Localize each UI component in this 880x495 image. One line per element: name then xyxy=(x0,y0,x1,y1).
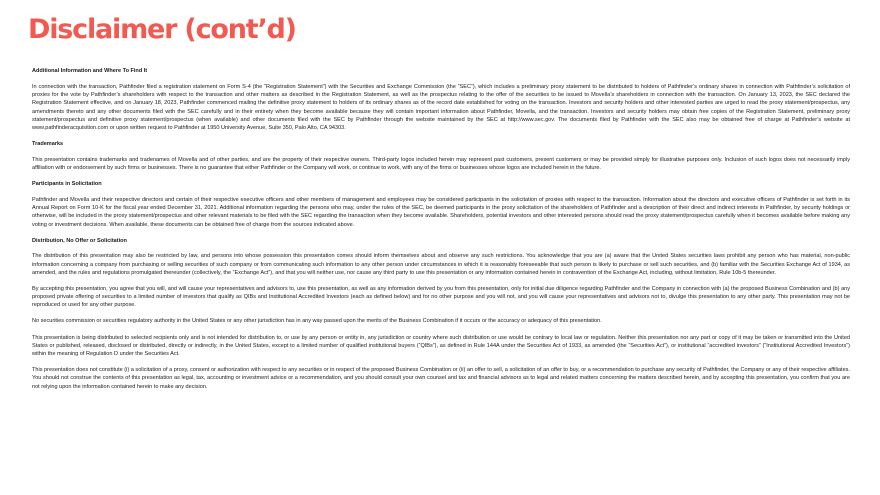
section-trademarks xyxy=(32,140,850,172)
section-paragraph: The distribution of this presentation may also be restricted by law, and persons into whose possession this presentation comes should inform themselves about and observe any such restrictions. You acknowledge that you are (a) aware that the United States securities laws prohibit any person who has material, non-public information concerning a company from purchasing or selling securities of such company or from communicating such information to any other person under circumstances in which it is reasonably foreseeable that such person is likely to purchase or sell such securities, and (b) familiar with the Securities Exchange Act of 1934, as amended, and the rules and regulations promulgated thereunder (collectively, the “Exchange Act”), and that you will neither use, nor cause any third party to use this presentation or any information contained herein in contravention of the Exchange Act, including, without limitation, Rule 10b-5 thereunder. xyxy=(32,253,850,276)
section-distribution xyxy=(32,237,850,391)
disclaimer-body xyxy=(32,67,850,399)
section-paragraph: By accepting this presentation, you agree that you will, and will cause your representatives and advisors to, use this presentation, as well as any information derived by you from this presentation, only for initial due diligence regarding Pathfinder and the Company in connection with (a) the proposed Business Combination and (b) any proposed private offering of securities to a limited number of investors that qualify as QIBs and Institutional Accredited Investors (each as defined below) and for no other purpose and you will not, and you will cause your representatives and advisors not to, divulge this presentation to any other party. This presentation may not be reproduced or used for any other purpose. xyxy=(32,285,850,309)
section-additional-information xyxy=(32,67,850,132)
section-paragraph: This presentation is being distributed to selected recipients only and is not intended for distribution to, or use by any person or entity in, any jurisdiction or country where such distribution or use would be contrary to local law or regulation. Neither this presentation nor any part or copy of it may be taken or transmitted into the United States or published, released, disclosed or distributed, directly or indirectly, in the United States, except to a limited number of qualified institutional buyers (“QIBs”), as defined in Rule 144A under the Securities Act of 1933, as amended (the “Securities Act”), or institutional “accredited investors” (“Institutional Accredited Investors”) within the meaning of Regulation D under the Securities Act. xyxy=(32,334,850,358)
section-paragraph: This presentation contains trademarks and tradenames of Movella and of other parties, and are the property of their respective owners. Third-party logos included herein may represent past customers, present customers or may be provided simply for illustrative purposes only. Inclusion of such logos does not necessarily imply affiliation with or endorsement by such firms or businesses. There is no guarantee that either Pathfinder or the Company will work, or continue to work, with any of the firms or businesses whose logos are included herein in the future. xyxy=(32,156,850,172)
section-paragraph: No securities commission or securities regulatory authority in the United States or any other jurisdiction has in any way passed upon the merits of the Business Combination if it occurs or the accuracy or adequacy of this presentation. xyxy=(32,318,602,325)
section-paragraph: In connection with the transaction, Pathfinder filed a registration statement on Form S-4 (the “Registration Statement”) with the Securities and Exchange Commission (the “SEC”), which includes a preliminary proxy statement to be distributed to holders of Pathfinder’s ordinary shares in connection with Pathfinder’s solicitation of proxies for the vote by Pathfinder’s shareholders with respect to the transaction and other matters as described in the Registration Statement, as well as the prospectus relating to the offer of the securities to be issued to Movella’s shareholders in connection with the transaction. On January 13, 2023, the SEC declared the Registration Statement effective, and on January 18, 2023, Pathfinder commenced mailing the definitive proxy statement to holders of its ordinary shares as of the record date established for voting on the transaction. Investors and security holders and other interested parties are urged to read the proxy statement/prospectus, any amendments thereto and any other documents filed with the SEC carefully and in their entirety when they become available because they will contain important information about Pathfinder, Movella, and the transaction. Investors and security holders may obtain free copies of the Registration Statement, preliminary proxy statement/prospectus and definitive proxy statement/prospectus (when available) and other documents filed with the SEC by Pathfinder through the website maintained by the SEC at http://www.sec.gov. The documents filed by Pathfinder with the SEC also may be obtained free of charge at Pathfinder’s website at www.pathfinderacquisition.com or upon written request to Pathfinder at 1950 University Avenue, Suite 350, Palo Alto, CA 94303. xyxy=(32,83,850,131)
section-paragraph: Pathfinder and Movella and their respective directors and certain of their respective executive officers and other members of management and employees may be considered participants in the solicitation of proxies with respect to the transaction. Information about the directors and executive officers of Pathfinder is set forth in its Annual Report on Form 10-K for the fiscal year ended December 31, 2021. Additional information regarding the persons who may, under the rules of the SEC, be deemed participants in the proxy solicitation of the shareholders of Pathfinder and a description of their direct and indirect interests in Pathfinder, by security holdings or otherwise, will be included in the proxy statement/prospectus and other relevant materials to be filed with the SEC regarding the transaction when they become available. Shareholders, potential investors and other interested persons should read the proxy statement/prospectus carefully when it becomes available before making any voting or investment decisions. When available, these documents can be obtained free of charge from the sources indicated above. xyxy=(32,196,850,228)
section-participants xyxy=(32,180,850,229)
section-heading: Trademarks xyxy=(32,141,64,148)
section-heading: Additional Information and Where To Find It xyxy=(32,68,148,74)
page-title: Disclaimer (cont’d) xyxy=(28,14,296,45)
section-paragraph: This presentation does not constitute (i) a solicitation of a proxy, consent or authorization with respect to any securities or in respect of the proposed Business Combination or (ii) an offer to sell, a solicitation of an offer to buy, or a recommendation to purchase any security of Pathfinder, the Company or any of their respective affiliates. You should not construe the contents of this presentation as legal, tax, accounting or investment advice or a recommendation, and you should consult your own counsel and tax and financial advisors as to legal and related matters concerning the matters described herein, and by accepting this presentation, you confirm that you are not relying upon the information contained herein to make any decision. xyxy=(32,367,850,390)
section-heading: Participants in Solicitation xyxy=(32,181,102,188)
section-heading: Distribution, No Offer or Solicitation xyxy=(32,237,127,244)
